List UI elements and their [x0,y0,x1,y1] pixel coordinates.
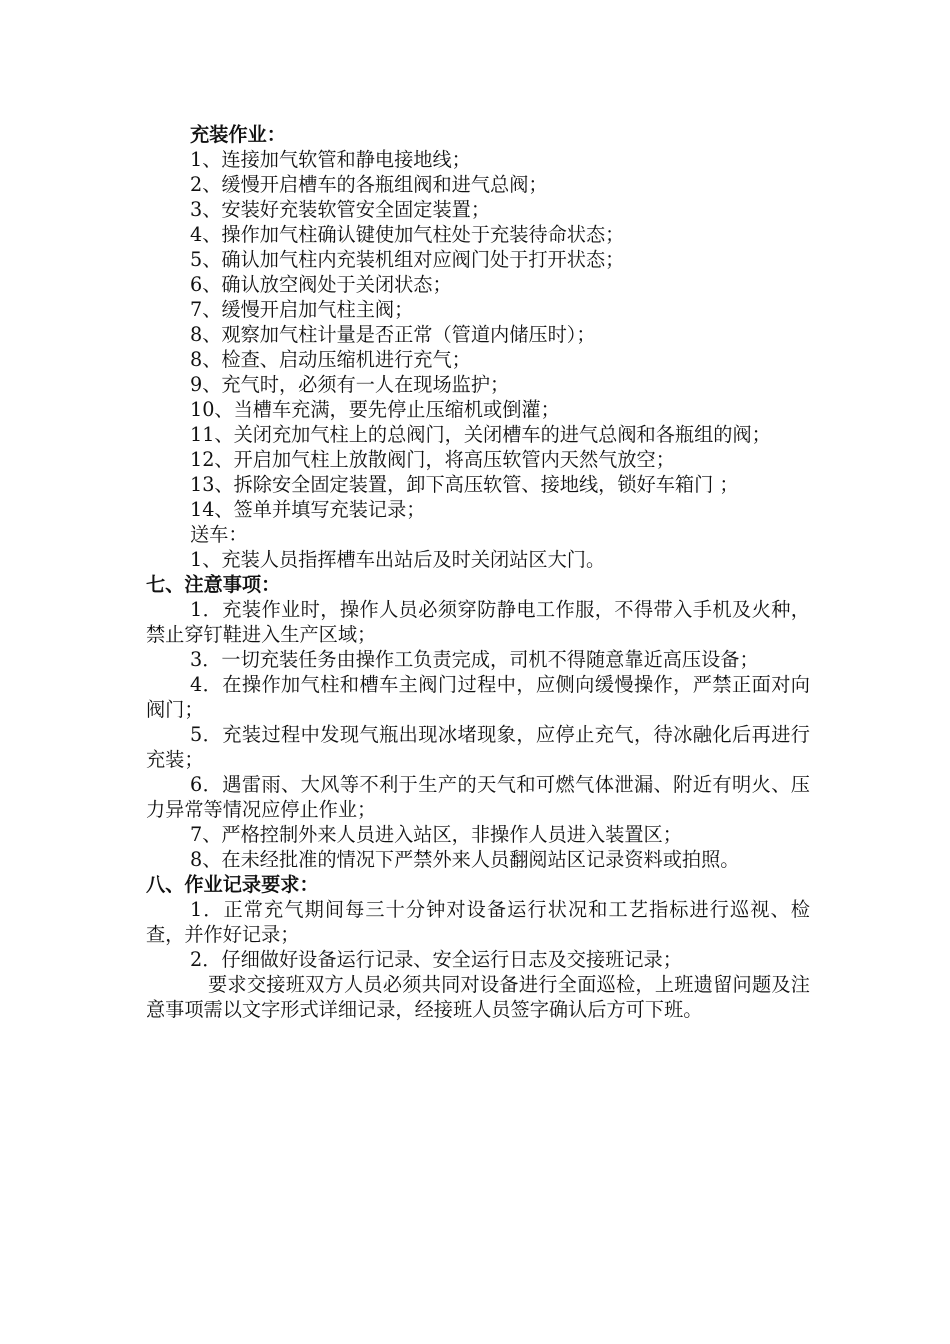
notes-item: 1．充装作业时，操作人员必须穿防静电工作服，不得带入手机及火种，禁止穿钉鞋进入生产区域； [146,598,810,646]
charging-step: 10、当槽车充满，要先停止压缩机或倒灌； [190,398,560,421]
charging-heading: 充装作业： [190,123,286,146]
charging-step: 3、安装好充装软管安全固定装置； [190,198,491,221]
notes-item: 4．在操作加气柱和槽车主阀门过程中，应侧向缓慢操作，严禁正面对向阀门； [146,673,810,721]
notes-item: 7、严格控制外来人员进入站区，非操作人员进入装置区； [190,823,682,846]
charging-step: 2、缓慢开启槽车的各瓶组阀和进气总阀； [190,173,548,196]
records-item: 1．正常充气期间每三十分钟对设备运行状况和工艺指标进行巡视、检查，并作好记录； [146,898,810,946]
dispatch-heading: 送车： [190,523,248,546]
charging-step: 7、缓慢开启加气柱主阀； [190,298,414,321]
charging-step: 8、观察加气柱计量是否正常（管道内储压时）； [190,323,596,346]
charging-step: 14、签单并填写充装记录； [190,498,426,521]
charging-step: 1、连接加气软管和静电接地线； [190,148,471,171]
charging-step: 6、确认放空阀处于关闭状态； [190,273,452,296]
charging-step: 9、充气时，必须有一人在现场监护； [190,373,510,396]
charging-step: 5、确认加气柱内充装机组对应阀门处于打开状态； [190,248,625,271]
records-item: 2．仔细做好设备运行记录、安全运行日志及交接班记录； [190,948,682,971]
charging-step: 13、拆除安全固定装置，卸下高压软管、接地线，锁好车箱门 ； [190,473,739,496]
records-closing: 要求交接班双方人员必须共同对设备进行全面巡检，上班遗留问题及注意事项需以文字形式详细记录，经接班人员签字确认后方可下班。 [146,973,810,1021]
notes-item: 3．一切充装任务由操作工负责完成，司机不得随意靠近高压设备； [190,648,759,671]
notes-item: 8、在未经批准的情况下严禁外来人员翻阅站区记录资料或拍照。 [190,848,740,871]
document-page [146,122,810,1022]
notes-item: 6．遇雷雨、大风等不利于生产的天气和可燃气体泄漏、附近有明火、压力异常等情况应停止作业； [146,773,810,821]
records-heading: 八、作业记录要求： [146,873,319,896]
notes-item: 5．充装过程中发现气瓶出现冰堵现象，应停止充气，待冰融化后再进行充装； [146,723,810,771]
charging-step: 12、开启加气柱上放散阀门，将高压软管内天然气放空； [190,448,675,471]
charging-step: 8、检查、启动压缩机进行充气； [190,348,471,371]
charging-step: 11、关闭充加气柱上的总阀门，关闭槽车的进气总阀和各瓶组的阀； [190,423,771,446]
charging-step: 4、操作加气柱确认键使加气柱处于充装待命状态； [190,223,625,246]
dispatch-step: 1、充装人员指挥槽车出站后及时关闭站区大门。 [190,548,606,571]
notes-heading: 七、注意事项： [146,573,281,596]
